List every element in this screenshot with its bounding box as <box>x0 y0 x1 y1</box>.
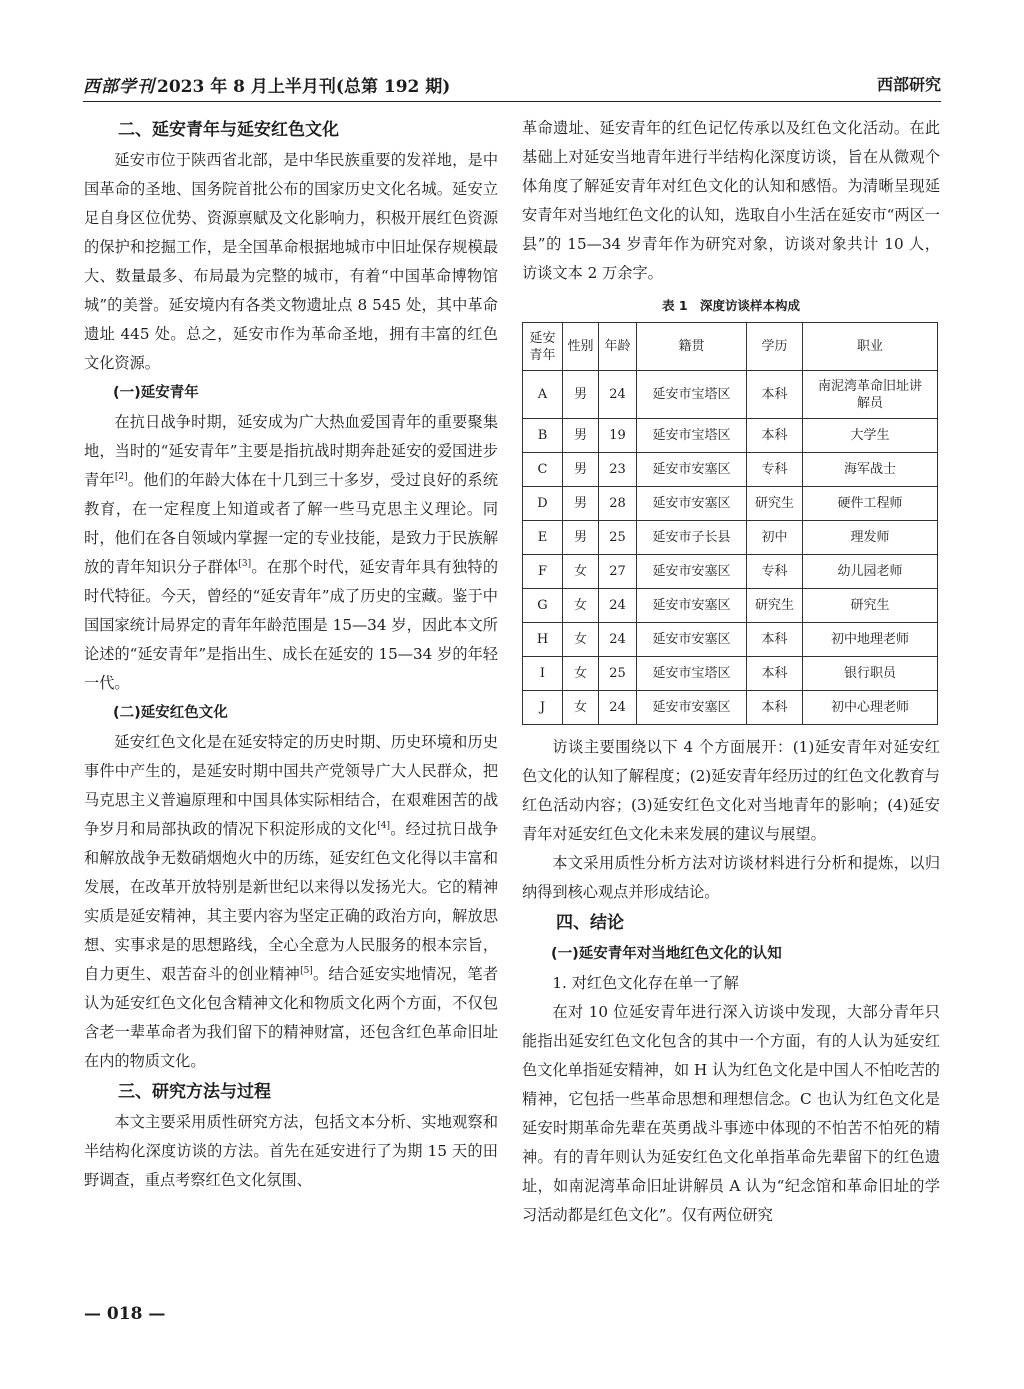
citation-2: [2] <box>114 471 128 482</box>
table-cell: 研究生 <box>747 487 803 521</box>
table-cell: 延安市安塞区 <box>637 555 747 589</box>
text-run: 。他们的年龄大体在十几到三十多岁，受过良好的系统教育，在一定程度上知道或者了解一些马克思主义理论。同时，他们在各自领域内掌握一定的专业技能，是致力于民族解放的青年知识分子群体 <box>84 471 499 576</box>
table-cell: C <box>523 453 563 487</box>
right-column <box>522 114 940 1230</box>
table-row <box>523 589 938 623</box>
yanan-youth-paragraph <box>84 408 498 698</box>
table-cell: B <box>523 419 563 453</box>
table-cell: D <box>523 487 563 521</box>
table-cell: 延安市安塞区 <box>637 691 747 725</box>
table-cell: 延安市安塞区 <box>637 589 747 623</box>
findings-paragraph: 在对 10 位延安青年进行深入访谈中发现，大部分青年只能指出延安红色文化包含的其中一个方面，有的人认为延安红色文化单指延安精神，如 H 认为红色文化是中国人不怕吃苦的精神，它包括一些革命思想和理想信念。C 也认为红色文化是延安时期革命先辈在英勇战斗事迹中体现的不怕苦不怕死的精神。有的青年则认为延安红色文化单指革命先辈留下的红色遗址，如南泥湾革命旧址讲解员 A 认为“纪念馆和革命旧址的学习活动都是红色文化”。仅有两位研究 <box>522 1003 940 1224</box>
interview-topics-paragraph: 访谈主要围绕以下 4 个方面展开：(1)延安青年对延安红色文化的认知了解程度；(2)延安青年经历过的红色文化教育与红色活动内容；(3)延安红色文化对当地青年的影响；(4)延安青年对延安红色文化未来发展的建议与展望。 <box>522 738 940 843</box>
table-cell: 女 <box>563 623 599 657</box>
table-cell: 女 <box>563 555 599 589</box>
table-cell: 本科 <box>747 691 803 725</box>
table-cell: 男 <box>563 521 599 555</box>
column-header: 籍贯 <box>637 323 747 371</box>
table-cell: 延安市宝塔区 <box>637 371 747 419</box>
text-run: 在抗日战争时期，延安成为广大热血爱国青年的重要聚集地，当时的“延安青年”主要是指抗战时期奔赴延安的爱国进步青年 <box>84 413 498 489</box>
table-cell: 28 <box>599 487 637 521</box>
table-cell: 女 <box>563 657 599 691</box>
table-cell: 25 <box>599 657 637 691</box>
table-cell: 南泥湾革命旧址讲解员 <box>803 371 938 419</box>
table-cell: 25 <box>599 521 637 555</box>
table-cell: 24 <box>599 371 637 419</box>
section-3-heading: 三、研究方法与过程 <box>118 1082 271 1102</box>
issue-label: 2023 年 8 月上半月刊(总第 192 期) <box>157 77 451 97</box>
table-caption: 表 1 深度访谈样本构成 <box>661 298 801 313</box>
text-run: 延安红色文化是在延安特定的历史时期、历史环境和历史事件中产生的，是延安时期中国共产党领导广大人民群众，把马克思主义普遍原理和中国具体实际相结合，在艰难困苦的战争岁月和局部执政的情况下积淀形成的文化 <box>84 733 498 838</box>
table-cell: 专科 <box>747 555 803 589</box>
table-cell: 初中地理老师 <box>803 623 938 657</box>
table-cell: 本科 <box>747 623 803 657</box>
table-cell: 银行职员 <box>803 657 938 691</box>
table-cell: 研究生 <box>803 589 938 623</box>
table-cell: 男 <box>563 453 599 487</box>
table-row <box>523 657 938 691</box>
table-cell: 专科 <box>747 453 803 487</box>
table-cell: 男 <box>563 419 599 453</box>
table-row <box>523 453 938 487</box>
table-cell: A <box>523 371 563 419</box>
table-cell: 研究生 <box>747 589 803 623</box>
subsection-cognition-heading: (一)延安青年对当地红色文化的认知 <box>551 946 782 962</box>
table-row <box>523 521 938 555</box>
table-cell: 延安市安塞区 <box>637 453 747 487</box>
table-cell: 24 <box>599 623 637 657</box>
table-cell: 24 <box>599 589 637 623</box>
table-cell: 初中 <box>747 521 803 555</box>
section-3-paragraph-continued: 革命遗址、延安青年的红色记忆传承以及红色文化活动。在此基础上对延安当地青年进行半结构化深度访谈，旨在从微观个体角度了解延安青年对红色文化的认知和感悟。为清晰呈现延安青年对当地红色文化的认知，选取自小生活在延安市“两区一县”的 15—34 岁青年作为研究对象，访谈对象共计 10 人，访谈文本 2 万余字。 <box>522 119 940 282</box>
table-spacer <box>522 725 940 733</box>
table-cell: H <box>523 623 563 657</box>
table-cell: 硬件工程师 <box>803 487 938 521</box>
table-cell: 女 <box>563 589 599 623</box>
table-row <box>523 691 938 725</box>
table-cell: 本科 <box>747 657 803 691</box>
table-row <box>523 371 938 419</box>
text-run: 。在那个时代，延安青年具有独特的时代特征。今天，曾经的“延安青年”成了历史的宝藏。鉴于中国国家统计局界定的青年年龄范围是 15—34 岁，因此本文所论述的“延安青年”是指出生、成长在延安的 15—34 岁的年轻一代。 <box>84 558 499 692</box>
table-cell: 延安市宝塔区 <box>637 419 747 453</box>
table-row <box>523 419 938 453</box>
table-header-row <box>523 323 938 371</box>
section-4-heading: 四、结论 <box>556 913 624 933</box>
table-cell: 男 <box>563 371 599 419</box>
column-header: 年龄 <box>599 323 637 371</box>
table-cell: 延安市安塞区 <box>637 487 747 521</box>
table-cell: 24 <box>599 691 637 725</box>
table-cell: 本科 <box>747 419 803 453</box>
header-divider <box>83 101 941 102</box>
table-cell: 27 <box>599 555 637 589</box>
table-cell: J <box>523 691 563 725</box>
journal-issue-line <box>83 72 450 97</box>
table-cell: 23 <box>599 453 637 487</box>
point-1-heading: 1. 对红色文化存在单一了解 <box>552 974 739 992</box>
table-cell: 19 <box>599 419 637 453</box>
table-row <box>523 623 938 657</box>
section-2-heading: 二、延安青年与延安红色文化 <box>118 120 339 140</box>
table-row <box>523 487 938 521</box>
red-culture-paragraph <box>84 728 498 1076</box>
left-column <box>84 114 498 1195</box>
column-label: 西部研究 <box>876 75 941 94</box>
page-header <box>83 68 941 98</box>
table-cell: 男 <box>563 487 599 521</box>
sample-table <box>522 322 938 725</box>
citation-4: [4] <box>377 820 390 831</box>
subsection-red-culture-heading: (二)延安红色文化 <box>113 705 228 721</box>
table-cell: F <box>523 555 563 589</box>
table-cell: E <box>523 521 563 555</box>
column-header: 性别 <box>563 323 599 371</box>
text-run: 。结合延安实地情况，笔者认为延安红色文化包含精神文化和物质文化两个方面，不仅包含老一辈革命者为我们留下的精神财富，还包含红色革命旧址在内的物质文化。 <box>84 965 499 1070</box>
journal-logo: 西部学刊 <box>83 77 155 97</box>
table-cell: 本科 <box>747 371 803 419</box>
table-row <box>523 555 938 589</box>
table-cell: 初中心理老师 <box>803 691 938 725</box>
citation-5: [5] <box>300 965 313 976</box>
column-header: 职业 <box>803 323 938 371</box>
column-header: 延安青年 <box>523 323 563 371</box>
table-cell: 延安市子长县 <box>637 521 747 555</box>
page-number: — 018 — <box>84 1304 166 1324</box>
section-2-paragraph: 延安市位于陕西省北部，是中华民族重要的发祥地，是中国革命的圣地、国务院首批公布的国家历史文化名城。延安立足自身区位优势、资源禀赋及文化影响力，积极开展红色资源的保护和挖掘工作，是全国革命根据地城市中旧址保存规模最大、数量最多、布局最为完整的城市，有着“中国革命博物馆城”的美誉。延安境内有各类文物遗址点 8 545 处，其中革命遗址 445 处。总之，延安市作为革命圣地，拥有丰富的红色文化资源。 <box>84 151 498 372</box>
table-cell: 海军战士 <box>803 453 938 487</box>
table-cell: 女 <box>563 691 599 725</box>
column-header: 学历 <box>747 323 803 371</box>
subsection-yanan-youth-heading: (一)延安青年 <box>113 385 199 401</box>
text-run: 。经过抗日战争和解放战争无数硝烟炮火中的历练，延安红色文化得以丰富和发展，在改革开放特别是新世纪以来得以发扬光大。它的精神实质是延安精神，其主要内容为坚定正确的政治方向，解放思想、实事求是的思想路线，全心全意为人民服务的根本宗旨，自力更生、艰苦奋斗的创业精神 <box>84 820 499 983</box>
table-cell: 延安市宝塔区 <box>637 657 747 691</box>
table-cell: G <box>523 589 563 623</box>
section-3-paragraph: 本文主要采用质性研究方法，包括文本分析、实地观察和半结构化深度访谈的方法。首先在延安进行了为期 15 天的田野调查，重点考察红色文化氛围、 <box>84 1113 498 1189</box>
citation-3: [3] <box>238 558 252 569</box>
table-cell: 理发师 <box>803 521 938 555</box>
table-cell: I <box>523 657 563 691</box>
table-cell: 大学生 <box>803 419 938 453</box>
analysis-method-paragraph: 本文采用质性分析方法对访谈材料进行分析和提炼，以归纳得到核心观点并形成结论。 <box>522 854 940 901</box>
table-cell: 延安市安塞区 <box>637 623 747 657</box>
table-cell: 幼儿园老师 <box>803 555 938 589</box>
